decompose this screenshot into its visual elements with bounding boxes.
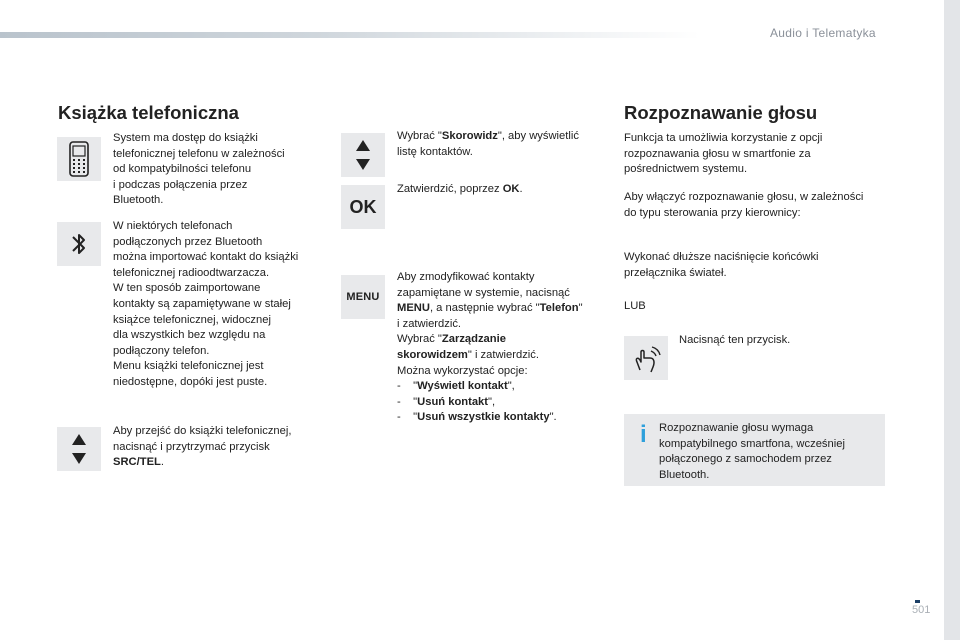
top-decor-bar (0, 32, 700, 38)
or-label: LUB (624, 300, 646, 312)
bluetooth-import-text: W niektórych telefonach podłączonych przez Bluetooth można importować kontakt do książki telefonicznej radioodtwarzacza. W ten sposób zaimportowane kontakty są zapamiętywane w stałej książce telefonicznej, widocznej dla wszystkich bez względu na podłączony telefon. Menu książki telefonicznej jest niedostępne, dopóki jest puste. (113, 220, 299, 388)
phone-icon-box (57, 137, 101, 181)
info-note-text: Rozpoznawanie głosu wymaga kompatybilnego smartfona, wcześniej połączonego z samochodem przez Bluetooth. (659, 422, 845, 481)
ok-button-icon: OK (341, 185, 385, 229)
confirm-ok-text: Zatwierdzić, poprzez OK. (397, 183, 523, 195)
src-tel-key: SRC/TEL (113, 456, 161, 469)
up-down-arrows-box-2 (341, 133, 385, 177)
info-icon: i (640, 421, 647, 448)
page-number: 501 (912, 604, 931, 616)
phonebook-access-text: System ma dostęp do książki telefonicznej telefonu w zależności od kompatybilności telefonu i podczas połączenia przez Bluetooth. (113, 132, 285, 207)
voice-recognition-title: Rozpoznawanie głosu (624, 102, 818, 123)
voice-activate-text: Aby włączyć rozpoznawanie głosu, w zależności do typu sterowania przy kierownicy: (624, 191, 864, 219)
stalk-press-text: Wykonać dłuższe naciśnięcie końcówki przełącznika świateł. (624, 251, 819, 279)
option-item: - "Wyświetl kontakt", (397, 380, 515, 393)
right-page-band (944, 0, 960, 640)
up-down-arrows-icon (71, 432, 87, 466)
up-down-arrows-icon (355, 138, 371, 172)
option-item: - "Usuń wszystkie kontakty". (397, 411, 557, 424)
section-header: Audio i Telematyka (770, 26, 876, 40)
press-button-text: Nacisnąć ten przycisk. (679, 334, 791, 346)
page-marker (915, 600, 920, 603)
bluetooth-icon-box (57, 222, 101, 266)
menu-button-icon: MENU (341, 275, 385, 319)
voice-intro-text: Funkcja ta umożliwia korzystanie z opcji rozpoznawania głosu w smartfonie za pośrednictwem systemu. (624, 132, 823, 176)
modify-contacts-text: Aby zmodyfikować kontakty zapamiętane w systemie, nacisnąć MENU, a następnie wybrać "Telefon" i zatwierdzić. Wybrać "Zarządzanie skorowidzem" i zatwierdzić. Można wykorzystać opcje: - "Wyświetl kontakt", - "Usuń kontakt", - "Usuń wszystkie kontakty". (397, 270, 622, 426)
phone-icon (68, 141, 90, 177)
phonebook-open-text: Aby przejść do książki telefonicznej, nacisnąć i przytrzymać przycisk SRC/TEL. (113, 425, 292, 469)
phonebook-title: Książka telefoniczna (58, 102, 239, 123)
bluetooth-icon (69, 229, 89, 259)
select-index-text: Wybrać "Skorowidz", aby wyświetlić listę kontaktów. (397, 130, 579, 158)
voice-button-icon-box (624, 336, 668, 380)
up-down-arrows-box (57, 427, 101, 471)
info-note (624, 414, 885, 486)
voice-command-icon (628, 340, 664, 376)
option-item: - "Usuń kontakt", (397, 395, 496, 408)
